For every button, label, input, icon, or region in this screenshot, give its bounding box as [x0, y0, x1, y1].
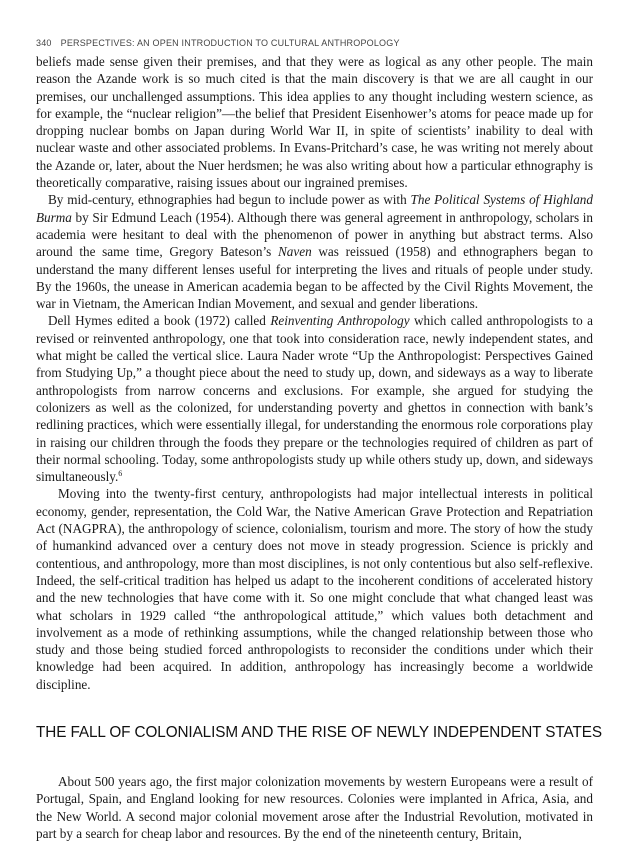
- paragraph-dell-hymes: [36, 312, 593, 485]
- book-title-naven: Naven: [278, 244, 312, 260]
- p3-text-a: Dell Hymes edited a book (1972) called: [48, 313, 271, 329]
- paragraph-colonization: About 500 years ago, the first major colonization movements by western Europeans were a result of Portugal, Spain, and England looking for new resources. Colonies were implanted in Africa, Asia, and the New World. A second major colonial movement arose after the Industrial Revolution, motivated in part by a search for cheap labor and resources. By the end of the nineteenth century, Britain,: [36, 773, 593, 841]
- page-number: 340: [36, 38, 52, 48]
- book-title-political-systems: The Political Systems of Highland Burma: [36, 192, 593, 225]
- paragraph-twenty-first-century: Moving into the twenty-first century, anthropologists had major intellectual interests in political economy, gender, representation, the Cold War, the Native American Grave Protection and Repatriation Act (NAGPRA), the anthropology of science, colonialism, tourism and more. The story of how the study of humankind advanced over a century does not move in steady progression. Science is prickly and contentious, and anthropology, more than most disciplines, is not only contentious but also self-reflexive. Indeed, the self-critical tradition has helped us adapt to the incoherent conditions of accelerated history and the new technologies that have come with it. So one might conclude that what changed least was what scholars in 1929 called “the anthropological attitude,” which values both detachment and involvement as a mode of rethinking assumptions, while the changed relationship between those who study and those being studied forced anthropologists to reconsider the conditions under which their knowledge had been acquired. In addition, anthropology has increasingly become a worldwide discipline.: [36, 486, 593, 692]
- book-title: PERSPECTIVES: AN OPEN INTRODUCTION TO CULTURAL ANTHROPOLOGY: [60, 38, 400, 48]
- paragraph-azande: beliefs made sense given their premises, and that they were as logical as any other people. The main reason the Azande work is so much cited is that the main discovery is that we are all caught in our premises, our unchallenged assumptions. This idea applies to any thought including western science, as for example, the “nuclear religion”—the belief that President Eisenhower’s atoms for peace made up for dropping nuclear bombs on Japan during World War II, in spite of scientists’ inability to deal with nuclear waste and other associated problems. In Evans-Pritchard’s case, he was writing not merely about the Azande or, later, about the Nuer herdsmen; he was also writing about how a particular ethnography is theoretically comparative, raising issues about our ingrained premises.: [36, 54, 593, 191]
- running-header: [36, 38, 400, 48]
- heading-spacer: [36, 745, 593, 773]
- paragraph-mid-century: [36, 191, 593, 312]
- p3-text-b: which called anthropologists to a revised or reinvented anthropology, one that took into consideration race, newly independent states, and what might be called the vertical slice. Laura Nader wrote “Up the Anthropologist: Perspectives Gained from Studying Up,” a thought piece about the need to study up, down, and sideways as a way to liberate anthropologists from narrow concerns and exclusions. For example, she argued for studying the colonizers as well as the colonized, for understanding poverty and ghettos in connection with bank’s redlining practices, which were essentially illegal, for understanding the enormous role corporations play in raising our children through the foods they prepare or the technologies required of children as part of their normal schooling. Today, some anthropologists study up while others study up, down, and sideways simultaneously.: [36, 313, 593, 485]
- body-text: [36, 53, 602, 842]
- book-title-reinventing-anthropology: Reinventing Anthropology: [270, 313, 410, 329]
- p2-text-c: was reissued (1958) and ethnographers began to understand the many different lenses useful for interpreting the lives and rituals of people under study. By the 1960s, the unease in American academia began to be affected by the Civil Rights Movement, the war in Vietnam, the American Indian Movement, and sexual and gender liberations.: [36, 244, 593, 312]
- footnote-marker: 6: [118, 469, 123, 479]
- section-heading: THE FALL OF COLONIALISM AND THE RISE OF NEWLY INDEPENDENT STATES: [36, 723, 602, 741]
- p2-text-b: by Sir Edmund Leach (1954). Although there was general agreement in anthropology, scholars in academia were hesitant to deal with the phenomenon of power in anything but abstract terms. Also around the same time, Gregory Bateson’s: [36, 209, 593, 260]
- p2-text-a: By mid-century, ethnographies had begun to include power as with: [48, 192, 411, 208]
